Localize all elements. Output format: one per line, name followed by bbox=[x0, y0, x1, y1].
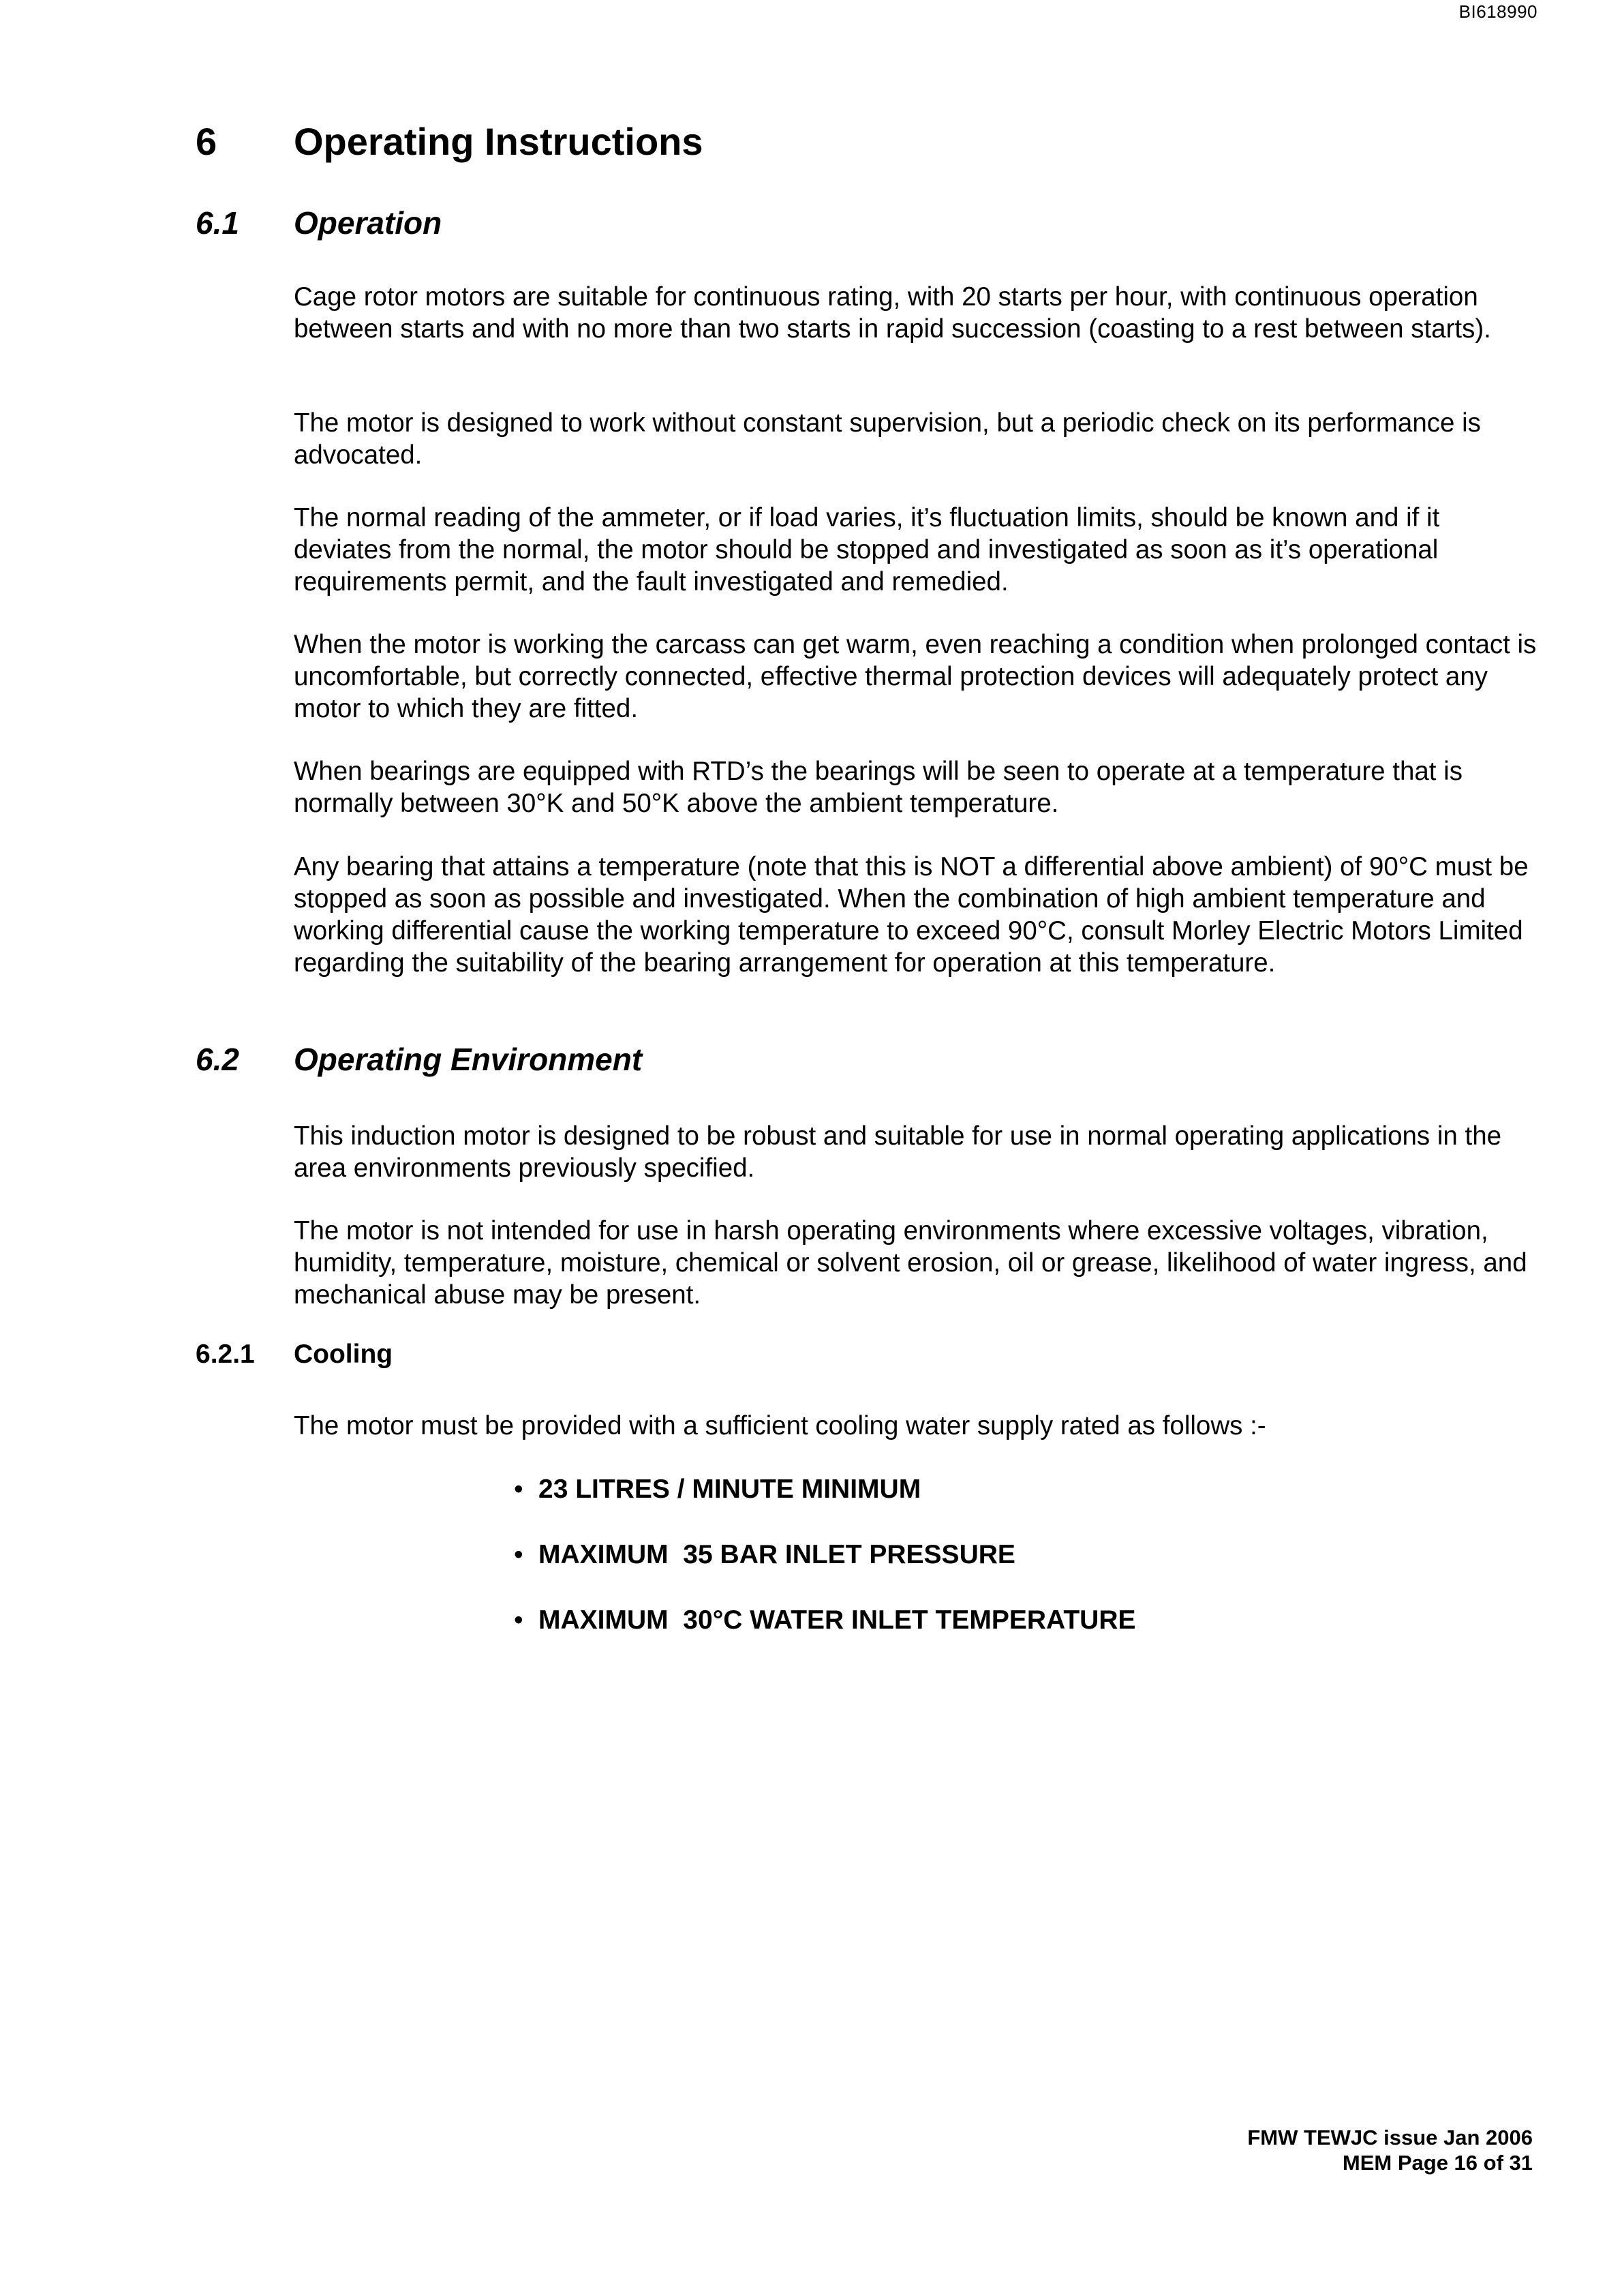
paragraph: The motor is designed to work without constant supervision, but a periodic check on its performance is advocated. bbox=[294, 408, 1481, 470]
bullet-list-item bbox=[514, 1540, 1015, 1570]
bullet-list-item bbox=[514, 1605, 1136, 1635]
subsection-title-operation: Operation bbox=[294, 205, 442, 241]
bullet-text: MAXIMUM 35 BAR INLET PRESSURE bbox=[538, 1540, 1015, 1569]
section-number: 6 bbox=[196, 120, 217, 163]
paragraph: When bearings are equipped with RTD’s the bearings will be seen to operate at a temperature that is normally between 30°K and 50°K above the ambient temperature. bbox=[294, 757, 1463, 818]
bullet-icon: • bbox=[514, 1540, 523, 1569]
footer-page-number: MEM Page 16 of 31 bbox=[1342, 2151, 1533, 2175]
cooling-intro: The motor must be provided with a sufficient cooling water supply rated as follows :- bbox=[294, 1411, 1266, 1440]
subsection-number-environment: 6.2 bbox=[196, 1042, 239, 1077]
footer bbox=[1247, 2125, 1533, 2175]
paragraph: The normal reading of the ammeter, or if load varies, it’s fluctuation limits, should be known and if it deviates from the normal, the motor should be stopped and investigated as soon as it’s operational requirements permit, and the fault investigated and remedied. bbox=[294, 503, 1440, 596]
section-title: Operating Instructions bbox=[294, 120, 703, 163]
paragraph: This induction motor is designed to be robust and suitable for use in normal operating applications in the area environments previously specified. bbox=[294, 1121, 1502, 1183]
bullet-text: 23 LITRES / MINUTE MINIMUM bbox=[538, 1475, 921, 1504]
subsubsection-number-cooling: 6.2.1 bbox=[196, 1340, 255, 1369]
paragraph: Any bearing that attains a temperature (note that this is NOT a differential above ambient) of 90°C must be stopped as soon as possible and investigated. When the combination of high ambient temperature and working differential cause the working temperature to exceed 90°C, consult Morley Electric Motors Limited regarding the suitability of the bearing arrangement for operation at this temperature. bbox=[294, 852, 1529, 978]
document-reference: BI618990 bbox=[1458, 1, 1537, 22]
subsubsection-title-cooling: Cooling bbox=[294, 1340, 393, 1369]
paragraph: Cage rotor motors are suitable for continuous rating, with 20 starts per hour, with continuous operation between starts and with no more than two starts in rapid succession (coasting to a rest between starts). bbox=[294, 282, 1491, 344]
subsection-number-operation: 6.1 bbox=[196, 205, 239, 241]
bullet-icon: • bbox=[514, 1605, 523, 1635]
paragraph: When the motor is working the carcass can get warm, even reaching a condition when prolonged contact is uncomfortable, but correctly connected, effective thermal protection devices will adequately protect any motor to which they are fitted. bbox=[294, 630, 1537, 723]
subsection-title-environment: Operating Environment bbox=[294, 1042, 643, 1077]
footer-issue: FMW TEWJC issue Jan 2006 bbox=[1247, 2126, 1533, 2149]
paragraph: The motor is not intended for use in harsh operating environments where excessive voltages, vibration, humidity, temperature, moisture, chemical or solvent erosion, oil or grease, likelihood of water ingress, and mechanical abuse may be present. bbox=[294, 1216, 1527, 1310]
bullet-list-item bbox=[514, 1475, 921, 1505]
bullet-text: MAXIMUM 30°C WATER INLET TEMPERATURE bbox=[538, 1605, 1136, 1635]
bullet-icon: • bbox=[514, 1475, 523, 1504]
